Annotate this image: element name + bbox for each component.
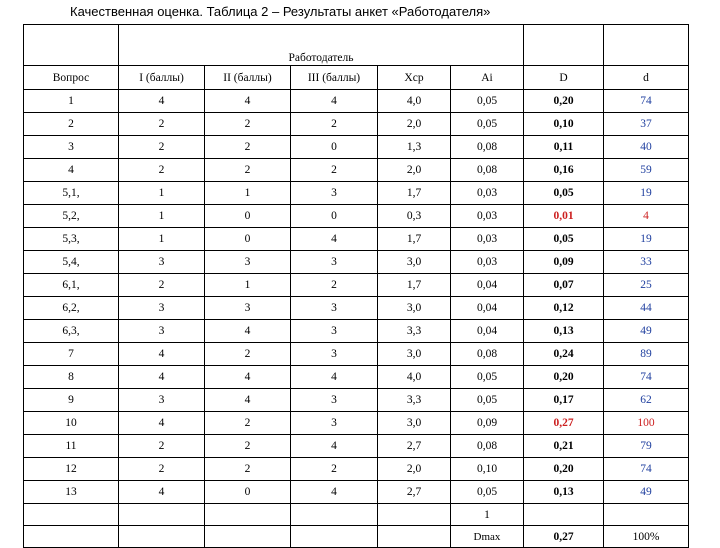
empty-cell: [205, 526, 291, 548]
cell-score-iii: 4: [291, 481, 378, 504]
cell-xcp: 3,0: [378, 343, 451, 366]
cell-ai: 0,08: [451, 136, 524, 159]
cell-xcp: 1,7: [378, 228, 451, 251]
cell-score-ii: 0: [205, 205, 291, 228]
cell-question: 2: [24, 113, 119, 136]
cell-D: 0,13: [524, 481, 604, 504]
cell-xcp: 4,0: [378, 90, 451, 113]
cell-d: 100: [604, 412, 689, 435]
table-row: [24, 274, 689, 297]
cell-D: 0,09: [524, 251, 604, 274]
cell-score-i: 2: [119, 113, 205, 136]
cell-score-iii: 0: [291, 205, 378, 228]
table-row: [24, 366, 689, 389]
cell-score-ii: 2: [205, 435, 291, 458]
cell-d: 89: [604, 343, 689, 366]
col-header-score-i: I (баллы): [119, 66, 205, 90]
cell-score-iii: 3: [291, 343, 378, 366]
cell-question: 5,1,: [24, 182, 119, 205]
dmax-label: Dmax: [451, 526, 524, 548]
empty-cell: [378, 526, 451, 548]
cell-ai: 0,04: [451, 274, 524, 297]
header-empty-cell: [24, 25, 119, 66]
cell-D: 0,21: [524, 435, 604, 458]
cell-ai: 0,05: [451, 389, 524, 412]
cell-d: 37: [604, 113, 689, 136]
cell-question: 9: [24, 389, 119, 412]
col-header-question: Вопрос: [24, 66, 119, 90]
dmax-value: 0,27: [524, 526, 604, 548]
cell-d: 62: [604, 389, 689, 412]
cell-xcp: 1,7: [378, 274, 451, 297]
empty-cell: [524, 504, 604, 526]
cell-score-i: 4: [119, 343, 205, 366]
cell-score-iii: 2: [291, 458, 378, 481]
cell-xcp: 3,0: [378, 412, 451, 435]
cell-D: 0,20: [524, 458, 604, 481]
cell-xcp: 2,7: [378, 481, 451, 504]
empty-cell: [119, 504, 205, 526]
cell-score-ii: 1: [205, 182, 291, 205]
empty-cell: [24, 504, 119, 526]
cell-d: 44: [604, 297, 689, 320]
cell-d: 74: [604, 366, 689, 389]
cell-ai: 0,03: [451, 251, 524, 274]
col-header-score-ii: II (баллы): [205, 66, 291, 90]
cell-d: 40: [604, 136, 689, 159]
cell-score-i: 1: [119, 228, 205, 251]
header-columns-row: [24, 66, 689, 90]
cell-xcp: 2,7: [378, 435, 451, 458]
cell-score-iii: 2: [291, 274, 378, 297]
cell-d: 25: [604, 274, 689, 297]
cell-score-i: 3: [119, 389, 205, 412]
table-row: [24, 435, 689, 458]
cell-ai: 0,08: [451, 159, 524, 182]
table-row: [24, 205, 689, 228]
cell-score-ii: 3: [205, 251, 291, 274]
cell-score-iii: 3: [291, 182, 378, 205]
table-row: [24, 320, 689, 343]
cell-ai: 0,08: [451, 435, 524, 458]
cell-score-i: 2: [119, 159, 205, 182]
cell-D: 0,05: [524, 182, 604, 205]
cell-score-iii: 4: [291, 366, 378, 389]
col-header-d: d: [604, 66, 689, 90]
cell-score-i: 2: [119, 274, 205, 297]
cell-d: 79: [604, 435, 689, 458]
cell-score-ii: 3: [205, 297, 291, 320]
cell-ai: 0,03: [451, 228, 524, 251]
cell-score-iii: 2: [291, 113, 378, 136]
cell-d: 19: [604, 228, 689, 251]
cell-xcp: 1,7: [378, 182, 451, 205]
cell-score-iii: 3: [291, 389, 378, 412]
cell-ai: 0,05: [451, 366, 524, 389]
cell-score-i: 4: [119, 366, 205, 389]
cell-score-i: 4: [119, 90, 205, 113]
col-header-D: D: [524, 66, 604, 90]
cell-question: 4: [24, 159, 119, 182]
header-empty-cell: [524, 25, 604, 66]
cell-ai: 0,08: [451, 343, 524, 366]
cell-score-ii: 1: [205, 274, 291, 297]
table-row: [24, 228, 689, 251]
cell-score-iii: 3: [291, 251, 378, 274]
cell-ai: 0,05: [451, 90, 524, 113]
cell-d: 74: [604, 458, 689, 481]
table-row: [24, 297, 689, 320]
cell-score-i: 2: [119, 435, 205, 458]
col-header-ai: Ai: [451, 66, 524, 90]
cell-score-ii: 0: [205, 228, 291, 251]
empty-cell: [205, 504, 291, 526]
cell-d: 59: [604, 159, 689, 182]
cell-score-ii: 4: [205, 366, 291, 389]
cell-xcp: 3,3: [378, 389, 451, 412]
cell-question: 8: [24, 366, 119, 389]
cell-question: 13: [24, 481, 119, 504]
cell-D: 0,11: [524, 136, 604, 159]
cell-score-ii: 2: [205, 343, 291, 366]
cell-score-iii: 3: [291, 320, 378, 343]
cell-xcp: 3,3: [378, 320, 451, 343]
cell-question: 5,4,: [24, 251, 119, 274]
cell-score-iii: 4: [291, 90, 378, 113]
header-group-label: Работодатель: [119, 25, 524, 66]
cell-score-ii: 2: [205, 136, 291, 159]
cell-D: 0,24: [524, 343, 604, 366]
table-row: [24, 389, 689, 412]
cell-D: 0,05: [524, 228, 604, 251]
cell-ai: 0,04: [451, 297, 524, 320]
cell-score-i: 3: [119, 320, 205, 343]
table-row: [24, 251, 689, 274]
cell-question: 6,3,: [24, 320, 119, 343]
cell-D: 0,20: [524, 90, 604, 113]
cell-xcp: 2,0: [378, 113, 451, 136]
cell-score-iii: 4: [291, 228, 378, 251]
cell-ai: 0,04: [451, 320, 524, 343]
header-group-row: [24, 25, 689, 66]
cell-question: 5,2,: [24, 205, 119, 228]
table-row: [24, 412, 689, 435]
cell-xcp: 2,0: [378, 458, 451, 481]
summary-dmax-row: [24, 526, 689, 548]
cell-D: 0,07: [524, 274, 604, 297]
col-header-xcp: Xcp: [378, 66, 451, 90]
cell-D: 0,13: [524, 320, 604, 343]
cell-score-i: 4: [119, 412, 205, 435]
cell-score-i: 1: [119, 182, 205, 205]
table-row: [24, 343, 689, 366]
d-percent: 100%: [604, 526, 689, 548]
header-empty-cell: [604, 25, 689, 66]
cell-question: 5,3,: [24, 228, 119, 251]
cell-score-i: 1: [119, 205, 205, 228]
cell-question: 6,1,: [24, 274, 119, 297]
col-header-score-iii: III (баллы): [291, 66, 378, 90]
cell-D: 0,01: [524, 205, 604, 228]
cell-xcp: 3,0: [378, 297, 451, 320]
table-row: [24, 458, 689, 481]
table-row: [24, 182, 689, 205]
cell-score-ii: 4: [205, 90, 291, 113]
cell-question: 1: [24, 90, 119, 113]
table-row: [24, 159, 689, 182]
summary-total-row: [24, 504, 689, 526]
cell-score-i: 3: [119, 251, 205, 274]
empty-cell: [378, 504, 451, 526]
cell-ai: 0,05: [451, 481, 524, 504]
cell-score-iii: 3: [291, 412, 378, 435]
cell-D: 0,27: [524, 412, 604, 435]
cell-D: 0,17: [524, 389, 604, 412]
cell-D: 0,10: [524, 113, 604, 136]
empty-cell: [119, 526, 205, 548]
table-row: [24, 113, 689, 136]
cell-question: 11: [24, 435, 119, 458]
cell-score-iii: 0: [291, 136, 378, 159]
cell-score-iii: 3: [291, 297, 378, 320]
cell-d: 49: [604, 320, 689, 343]
cell-score-i: 2: [119, 458, 205, 481]
empty-cell: [291, 504, 378, 526]
ai-total: 1: [451, 504, 524, 526]
cell-xcp: 3,0: [378, 251, 451, 274]
table-row: [24, 90, 689, 113]
cell-question: 6,2,: [24, 297, 119, 320]
cell-score-i: 2: [119, 136, 205, 159]
cell-xcp: 1,3: [378, 136, 451, 159]
cell-score-ii: 0: [205, 481, 291, 504]
empty-cell: [604, 504, 689, 526]
cell-score-iii: 4: [291, 435, 378, 458]
cell-d: 4: [604, 205, 689, 228]
cell-ai: 0,03: [451, 182, 524, 205]
empty-cell: [291, 526, 378, 548]
cell-score-ii: 4: [205, 320, 291, 343]
cell-question: 12: [24, 458, 119, 481]
cell-score-ii: 2: [205, 159, 291, 182]
cell-score-iii: 2: [291, 159, 378, 182]
cell-score-ii: 4: [205, 389, 291, 412]
table-row: [24, 481, 689, 504]
cell-xcp: 0,3: [378, 205, 451, 228]
cell-ai: 0,03: [451, 205, 524, 228]
cell-score-ii: 2: [205, 458, 291, 481]
results-table: [23, 24, 689, 548]
cell-score-i: 4: [119, 481, 205, 504]
cell-question: 3: [24, 136, 119, 159]
cell-D: 0,16: [524, 159, 604, 182]
cell-d: 74: [604, 90, 689, 113]
cell-score-ii: 2: [205, 412, 291, 435]
table-row: [24, 136, 689, 159]
cell-ai: 0,09: [451, 412, 524, 435]
cell-score-i: 3: [119, 297, 205, 320]
cell-question: 10: [24, 412, 119, 435]
document-title: Качественная оценка. Таблица 2 – Результаты анкет «Работодателя»: [70, 4, 491, 19]
cell-ai: 0,05: [451, 113, 524, 136]
cell-xcp: 2,0: [378, 159, 451, 182]
cell-d: 19: [604, 182, 689, 205]
cell-ai: 0,10: [451, 458, 524, 481]
cell-question: 7: [24, 343, 119, 366]
cell-score-ii: 2: [205, 113, 291, 136]
cell-D: 0,20: [524, 366, 604, 389]
cell-xcp: 4,0: [378, 366, 451, 389]
empty-cell: [24, 526, 119, 548]
cell-d: 49: [604, 481, 689, 504]
cell-d: 33: [604, 251, 689, 274]
cell-D: 0,12: [524, 297, 604, 320]
